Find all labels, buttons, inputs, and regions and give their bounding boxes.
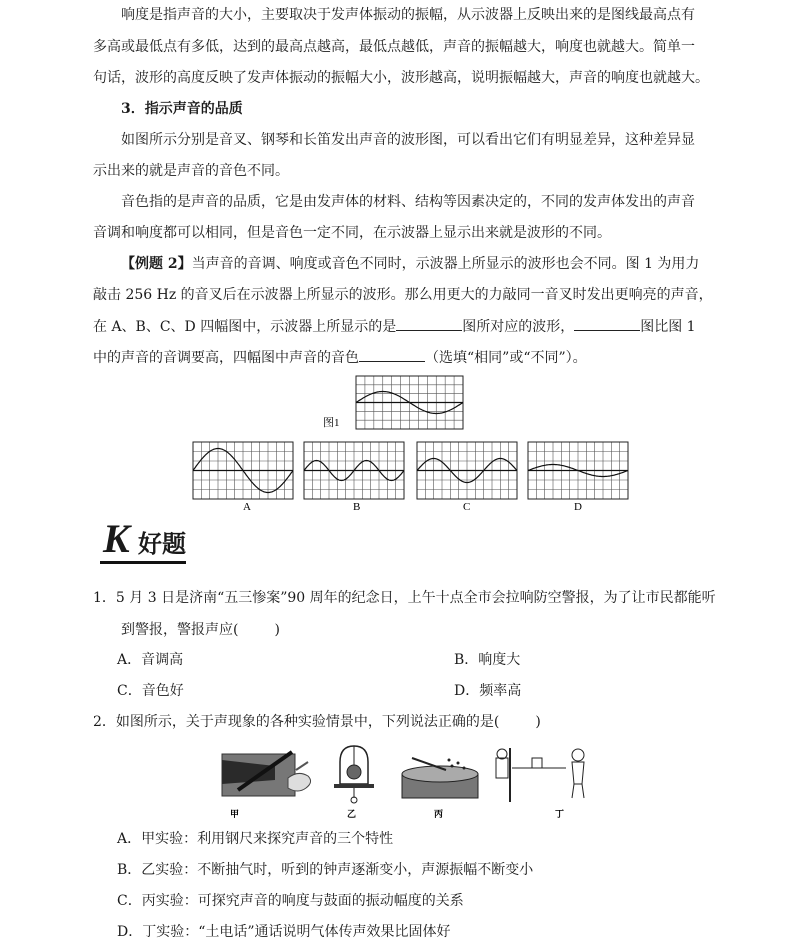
example-line-2: 敲击 256 Hz 的音叉后在示波器上所显示的波形。那么用更大的力敲同一音叉时发出更响亮的声音， bbox=[93, 287, 713, 303]
q1-stem-text: 到警报，警报声应( bbox=[121, 622, 239, 638]
intro-line-1: 响度是指声音的大小，主要取决于发声体振动的振幅，从示波器上反映出来的是图线最高点有 bbox=[121, 7, 695, 23]
q2-option-d[interactable]: D．丁实验：“土电话”通话说明气体传声效果比固体好 bbox=[117, 924, 451, 940]
string-telephone-experiment-image bbox=[496, 748, 584, 802]
example-text-3b: 图所对应的波形， bbox=[462, 319, 575, 335]
example-text-3a: 在 A、B、C、D 四幅图中，示波器上所显示的是 bbox=[93, 319, 397, 335]
image-label-ding: 丁 bbox=[555, 809, 565, 819]
q2-option-b[interactable]: B．乙实验：不断抽气时，听到的钟声逐渐变小，声源振幅不断变小 bbox=[117, 862, 534, 878]
ruler-experiment-image bbox=[222, 752, 311, 796]
section3-p1-line-1: 如图所示分别是音叉、钢琴和长笛发出声音的波形图，可以看出它们有明显差异，这种差异显 bbox=[121, 132, 695, 148]
section3-p2-line-2: 音调和响度都可以相同，但是音色一定不同，在示波器上显示出来就是波形的不同。 bbox=[93, 225, 611, 241]
example-text-4a: 中的声音的音调要高，四幅图中声音的音色 bbox=[93, 350, 359, 366]
q2-close-paren: ) bbox=[535, 714, 541, 730]
section-heading: 3．指示声音的品质 bbox=[121, 101, 243, 117]
panel-label-d: D bbox=[574, 501, 582, 513]
bell-jar-experiment-image bbox=[334, 746, 374, 803]
q2-option-c[interactable]: C．丙实验：可探究声音的响度与鼓面的振动幅度的关系 bbox=[117, 893, 464, 909]
q2-stem-text: 2．如图所示，关于声现象的各种实验情景中，下列说法正确的是( bbox=[93, 714, 500, 730]
q2-option-a[interactable]: A．甲实验：利用钢尺来探究声音的三个特性 bbox=[117, 831, 394, 847]
image-label-bing: 丙 bbox=[434, 809, 444, 819]
logo-title: 好题 bbox=[138, 529, 186, 558]
intro-line-3: 句话，波形的高度反映了发声体振动的振幅大小，波形越高，说明振幅越大，声音的响度也就越大。 bbox=[93, 70, 709, 86]
q1-option-b[interactable]: B．响度大 bbox=[454, 652, 521, 668]
image-label-jia: 甲 bbox=[230, 809, 240, 819]
example-text-4b: （选填“相同”或“不同”）。 bbox=[425, 350, 587, 366]
section3-p2-line-1: 音色指的是声音的品质，它是由发声体的材料、结构等因素决定的，不同的发声体发出的声音 bbox=[121, 194, 695, 210]
example-tag: 【例题 2】 bbox=[121, 256, 192, 272]
logo-k-letter: K bbox=[103, 516, 130, 561]
fig1-label: 图1 bbox=[323, 417, 340, 429]
image-label-yi: 乙 bbox=[347, 809, 357, 819]
q1-option-c[interactable]: C．音色好 bbox=[117, 683, 184, 699]
intro-line-2: 多高或最低点有多低，达到的最高点越高，最低点越低，声音的振幅越大，响度也就越大。简单一 bbox=[93, 39, 695, 55]
q1-option-d[interactable]: D．频率高 bbox=[454, 683, 522, 699]
example-text-3c: 图比图 1 bbox=[640, 319, 696, 335]
drum-experiment-image bbox=[402, 758, 478, 798]
q1-close-paren: ) bbox=[274, 622, 280, 638]
section3-p1-line-2: 示出来的就是声音的音色不同。 bbox=[93, 163, 289, 179]
panel-label-c: C bbox=[463, 501, 471, 513]
panel-label-b: B bbox=[353, 501, 361, 513]
q1-option-a[interactable]: A．音调高 bbox=[117, 652, 184, 668]
panel-label-a: A bbox=[243, 501, 251, 513]
q1-stem-line-1: 1．5 月 3 日是济南“五三惨案”90 周年的纪念日，上午十点全市会拉响防空警报，为了让市民都能听 bbox=[93, 590, 716, 606]
example-text-1: 当声音的音调、响度或音色不同时，示波器上所显示的波形也会不同。图 1 为用力 bbox=[191, 256, 700, 272]
